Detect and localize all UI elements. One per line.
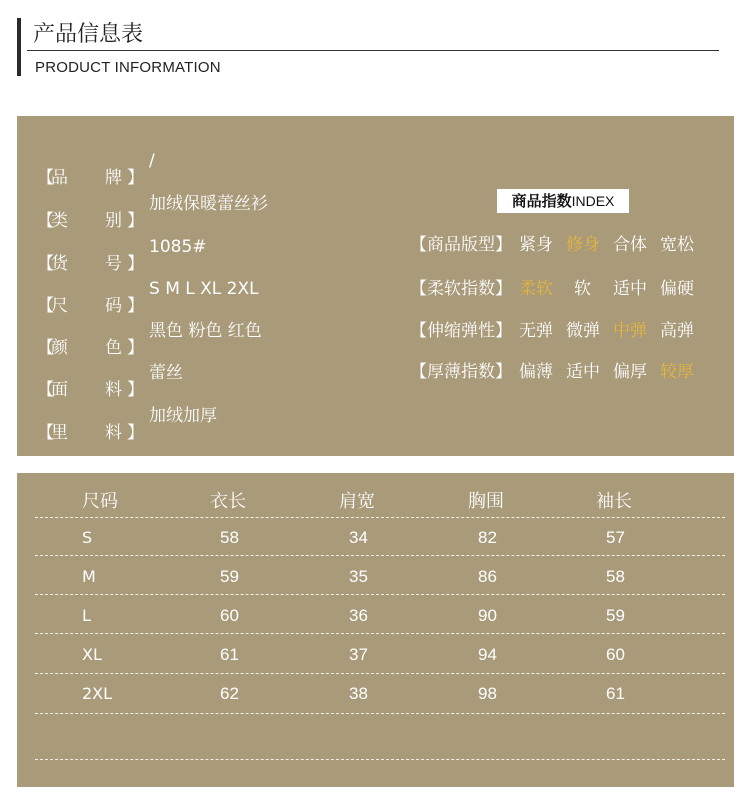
size-header-cell: 肩宽 [339, 491, 375, 512]
size-value-cell: 36 [349, 606, 368, 625]
info-row [37, 361, 183, 400]
index-badge [497, 189, 629, 213]
label-char: 类 [51, 211, 68, 231]
size-value-cell: 38 [349, 684, 368, 703]
info-value: S M L XL 2XL [149, 279, 259, 299]
label-char: 色 [105, 338, 122, 358]
info-row [37, 277, 259, 316]
size-value-cell: 82 [478, 528, 497, 547]
bracket-close: 】 [127, 211, 144, 231]
size-label-cell: S [82, 528, 93, 547]
size-value-cell: 57 [606, 528, 625, 547]
bracket-open: 【 [37, 168, 54, 188]
label-char: 别 [105, 211, 122, 231]
size-label-cell: XL [82, 645, 102, 664]
header-accent-bar [17, 18, 21, 76]
row-divider [35, 555, 725, 556]
size-value-cell: 58 [220, 528, 239, 547]
size-label-cell: M [82, 567, 96, 586]
label-char: 码 [105, 296, 122, 316]
size-value-cell: 60 [606, 645, 625, 664]
bracket-close: 】 [127, 423, 144, 443]
bracket-open: 【 [37, 380, 54, 400]
row-divider [35, 713, 725, 714]
bracket-close: 】 [127, 168, 144, 188]
info-value: 黑色 粉色 红色 [149, 321, 262, 341]
row-divider [35, 517, 725, 518]
attribute-option: 偏硬 [660, 279, 694, 299]
size-header-cell: 衣长 [210, 491, 246, 512]
attribute-name: 【商品版型】 [410, 235, 512, 255]
size-value-cell: 59 [606, 606, 625, 625]
size-value-cell: 94 [478, 645, 497, 664]
attribute-option: 适中 [613, 279, 647, 299]
page-subtitle: PRODUCT INFORMATION [35, 59, 221, 76]
info-row [37, 319, 262, 358]
row-divider [35, 759, 725, 760]
label-char: 里 [51, 423, 68, 443]
attribute-option-selected: 柔软 [519, 279, 553, 299]
size-value-cell: 61 [606, 684, 625, 703]
info-value: 加绒加厚 [149, 406, 217, 426]
info-row [37, 149, 155, 188]
bracket-open: 【 [37, 296, 54, 316]
size-label-cell: L [82, 606, 91, 625]
attribute-option: 合体 [613, 235, 647, 255]
label-char: 牌 [105, 168, 122, 188]
index-title-en: INDEX [571, 193, 615, 209]
label-char: 尺 [51, 296, 68, 316]
size-table-panel [17, 473, 734, 787]
attribute-option: 偏薄 [519, 362, 553, 382]
attribute-name: 【伸缩弹性】 [410, 321, 512, 341]
size-value-cell: 58 [606, 567, 625, 586]
header-divider [27, 50, 719, 51]
attribute-name: 【柔软指数】 [410, 279, 512, 299]
index-title-cn: 商品指数 [511, 192, 572, 210]
page-title: 产品信息表 [33, 22, 144, 47]
size-value-cell: 35 [349, 567, 368, 586]
attribute-name: 【厚薄指数】 [410, 362, 512, 382]
size-value-cell: 98 [478, 684, 497, 703]
size-header-cell: 尺码 [82, 491, 118, 512]
attribute-option-selected: 中弹 [613, 321, 647, 341]
attribute-option: 软 [574, 279, 591, 299]
size-value-cell: 61 [220, 645, 239, 664]
info-value: 蕾丝 [149, 363, 183, 383]
label-char: 货 [51, 254, 68, 274]
info-value: 加绒保暖蕾丝衫 [149, 194, 268, 214]
size-value-cell: 59 [220, 567, 239, 586]
info-value: 1085# [149, 237, 207, 257]
size-header-cell: 胸围 [468, 491, 504, 512]
info-row [37, 192, 268, 231]
info-value: / [149, 151, 155, 171]
bracket-open: 【 [37, 423, 54, 443]
bracket-close: 】 [127, 338, 144, 358]
size-header-cell: 袖长 [596, 491, 632, 512]
size-value-cell: 90 [478, 606, 497, 625]
bracket-close: 】 [127, 296, 144, 316]
attribute-option: 无弹 [519, 321, 553, 341]
attribute-option: 微弹 [566, 321, 600, 341]
bracket-open: 【 [37, 254, 54, 274]
info-row [37, 404, 217, 443]
info-row [37, 235, 207, 274]
bracket-close: 】 [127, 254, 144, 274]
row-divider [35, 673, 725, 674]
row-divider [35, 594, 725, 595]
label-char: 料 [105, 423, 122, 443]
bracket-close: 】 [127, 380, 144, 400]
label-char: 面 [51, 380, 68, 400]
attribute-option: 偏厚 [613, 362, 647, 382]
attribute-option: 适中 [566, 362, 600, 382]
size-value-cell: 86 [478, 567, 497, 586]
label-char: 号 [105, 254, 122, 274]
bracket-open: 【 [37, 211, 54, 231]
attribute-option: 宽松 [660, 235, 694, 255]
size-label-cell: 2XL [82, 684, 113, 703]
label-char: 料 [105, 380, 122, 400]
attribute-option-selected: 较厚 [660, 362, 694, 382]
row-divider [35, 633, 725, 634]
product-info-panel [17, 116, 734, 456]
label-char: 品 [51, 168, 68, 188]
attribute-option: 紧身 [519, 235, 553, 255]
bracket-open: 【 [37, 338, 54, 358]
attribute-option-selected: 修身 [566, 235, 600, 255]
size-value-cell: 62 [220, 684, 239, 703]
size-value-cell: 37 [349, 645, 368, 664]
size-value-cell: 60 [220, 606, 239, 625]
label-char: 颜 [51, 338, 68, 358]
attribute-option: 高弹 [660, 321, 694, 341]
size-value-cell: 34 [349, 528, 368, 547]
